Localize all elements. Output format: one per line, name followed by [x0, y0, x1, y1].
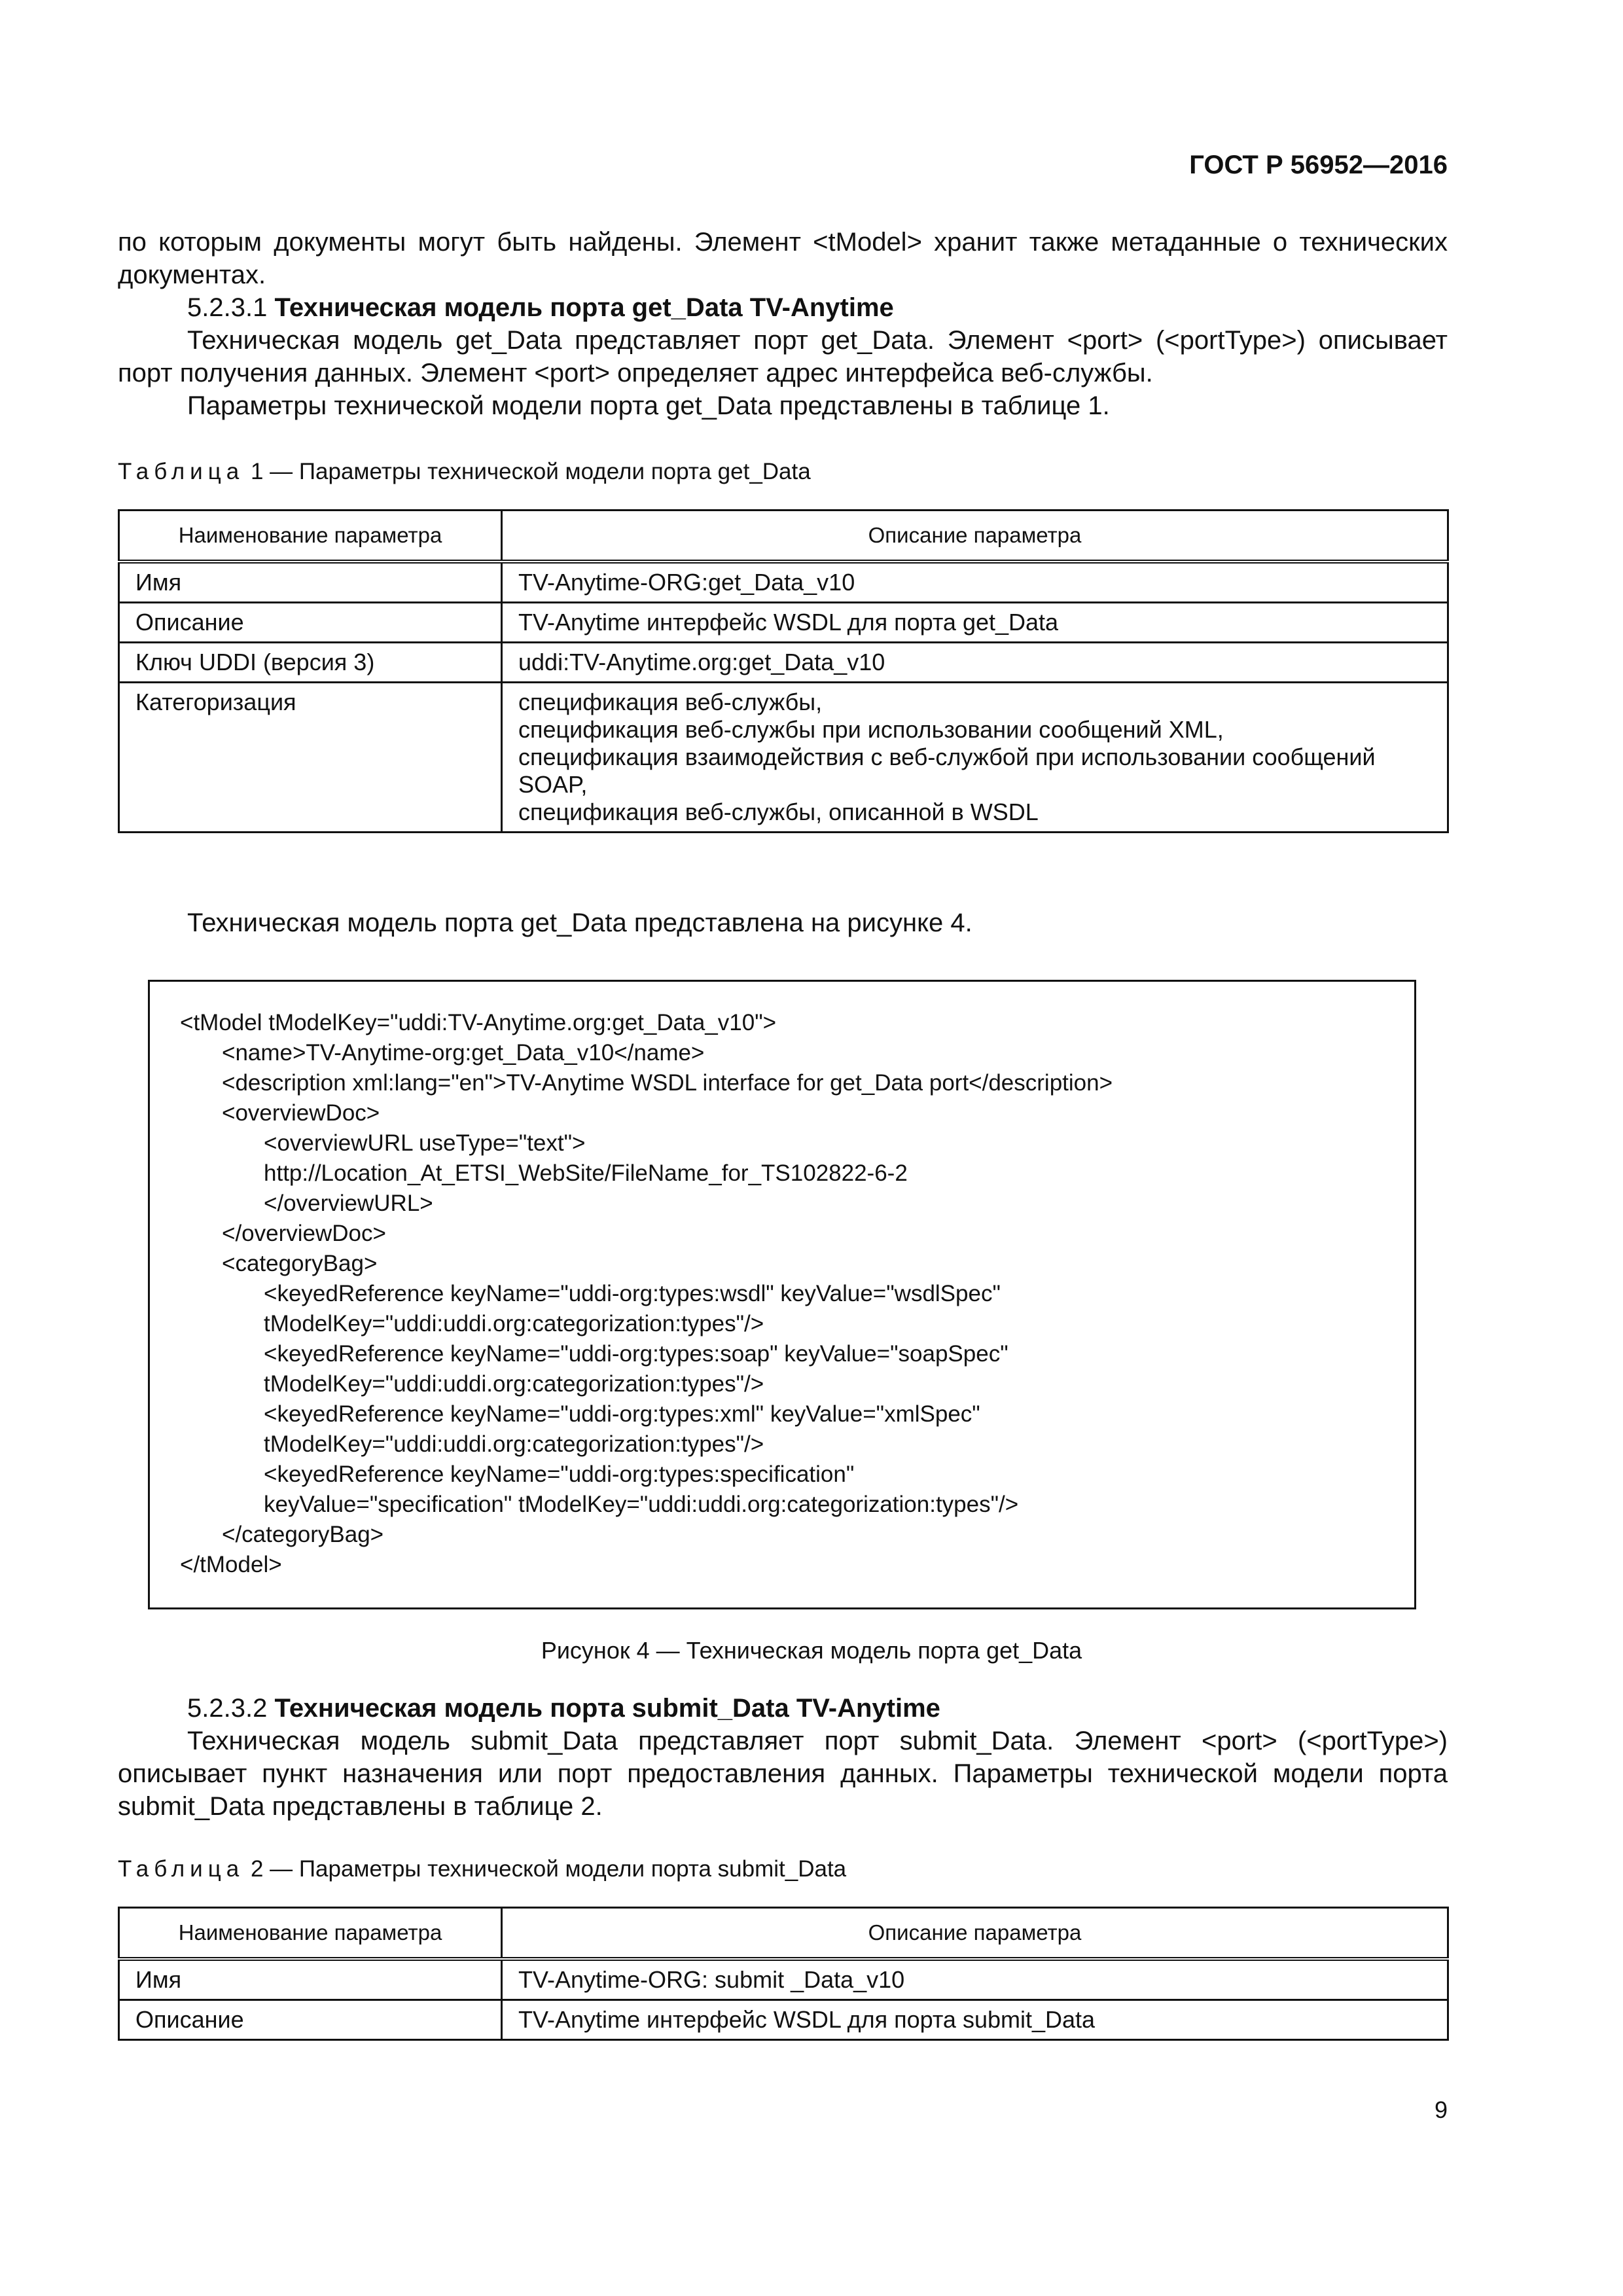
table-cell-line: спецификация взаимодействия с веб-службой при использовании сообщений SOAP,: [518, 744, 1376, 798]
table-2-caption-text: 2 — Параметры технической модели порта submit_Data: [250, 1856, 847, 1882]
code-line: tModelKey="uddi:uddi.org:categorization:types"/>: [264, 1311, 764, 1336]
table-1-header-description: Описание параметра: [502, 511, 1448, 562]
section-1-paragraph-1: Техническая модель get_Data представляет порт get_Data. Элемент <port> (<portType>) описывает порт получения данных. Элемент <port> определяет адрес интерфейса веб-службы.: [118, 326, 1448, 387]
table-1-caption-label: Таблица: [118, 459, 245, 484]
table-row: [119, 1959, 1448, 2000]
table-cell-name: Имя: [119, 562, 502, 603]
table-cell-value: TV-Anytime-ORG:get_Data_v10: [502, 562, 1448, 603]
code-line: http://Location_At_ETSI_WebSite/FileName_for_TS102822-6-2: [264, 1160, 908, 1186]
section-title-2: Техническая модель порта submit_Data TV-Anytime: [274, 1694, 940, 1723]
figure-intro-block: [118, 906, 1448, 939]
table-1: [118, 509, 1449, 833]
table-1-caption-text: 1 — Параметры технической модели порта get_Data: [250, 459, 811, 484]
code-line: <overviewDoc>: [222, 1100, 380, 1126]
section-number-1: 5.2.3.1: [187, 293, 268, 322]
code-line: <keyedReference keyName="uddi-org:types:wsdl" keyValue="wsdlSpec": [264, 1281, 1001, 1306]
code-line: </overviewDoc>: [222, 1221, 386, 1246]
section-number-2: 5.2.3.2: [187, 1694, 268, 1723]
table-cell-name: Ключ UDDI (версия 3): [119, 643, 502, 683]
figure-intro-paragraph: Техническая модель порта get_Data представлена на рисунке 4.: [187, 908, 972, 937]
section-1-paragraph-2: Параметры технической модели порта get_Data представлены в таблице 1.: [187, 391, 1110, 420]
table-2: [118, 1907, 1449, 2041]
text-block-top: [118, 226, 1448, 422]
section-2-paragraph-1: Техническая модель submit_Data представляет порт submit_Data. Элемент <port> (<portType>) описывает пункт назначения или порт предоставления данных. Параметры технической модели порта submit_Data представлены в таблице 2.: [118, 1727, 1448, 1821]
table-row: [119, 683, 1448, 833]
figure-4-caption: Рисунок 4 — Техническая модель порта get_Data: [541, 1637, 1082, 1664]
code-line: </tModel>: [180, 1552, 282, 1577]
table-cell-line: спецификация веб-службы,: [518, 689, 823, 715]
code-line: <keyedReference keyName="uddi-org:types:xml" keyValue="xmlSpec": [264, 1401, 980, 1427]
table-cell-line: спецификация веб-службы при использовании сообщений XML,: [518, 716, 1224, 743]
code-line: <name>TV-Anytime-org:get_Data_v10</name>: [222, 1040, 705, 1066]
table-1-header-name: Наименование параметра: [119, 511, 502, 562]
table-cell-value: [502, 683, 1448, 833]
table-cell-line: спецификация веб-службы, описанной в WSDL: [518, 798, 1039, 825]
table-1-caption: [118, 458, 811, 486]
code-line: <keyedReference keyName="uddi-org:types:specification": [264, 1462, 855, 1487]
table-cell-name: Категоризация: [119, 683, 502, 833]
text-block-section-2: [118, 1692, 1448, 1823]
table-row: [119, 2000, 1448, 2040]
table-cell-name: Описание: [119, 603, 502, 643]
code-line: keyValue="specification" tModelKey="uddi:uddi.org:categorization:types"/>: [264, 1492, 1019, 1517]
table-cell-value: uddi:TV-Anytime.org:get_Data_v10: [502, 643, 1448, 683]
code-line: </categoryBag>: [222, 1522, 384, 1547]
table-2-header-name: Наименование параметра: [119, 1908, 502, 1960]
section-title-1: Техническая модель порта get_Data TV-Anytime: [274, 293, 894, 322]
code-line: <description xml:lang="en">TV-Anytime WSDL interface for get_Data port</description>: [222, 1070, 1113, 1096]
table-2-header-row: [119, 1908, 1448, 1960]
table-cell-value: TV-Anytime интерфейс WSDL для порта get_Data: [502, 603, 1448, 643]
table-1-header-row: [119, 511, 1448, 562]
code-line: tModelKey="uddi:uddi.org:categorization:types"/>: [264, 1371, 764, 1397]
table-2-caption-label: Таблица: [118, 1856, 245, 1882]
table-row: [119, 562, 1448, 603]
section-heading-2: [118, 1692, 1448, 1725]
document-code: ГОСТ Р 56952—2016: [1189, 151, 1448, 179]
table-row: [119, 643, 1448, 683]
section-heading-1: [118, 291, 1448, 324]
code-line: <overviewURL useType="text">: [264, 1130, 586, 1156]
table-row: [119, 603, 1448, 643]
code-line: tModelKey="uddi:uddi.org:categorization:types"/>: [264, 1431, 764, 1457]
intro-paragraph: по которым документы могут быть найдены. Элемент <tModel> хранит также метаданные о технических документах.: [118, 228, 1448, 289]
table-cell-value: TV-Anytime интерфейс WSDL для порта submit_Data: [502, 2000, 1448, 2040]
table-cell-value: TV-Anytime-ORG: submit _Data_v10: [502, 1959, 1448, 2000]
table-2-header-description: Описание параметра: [502, 1908, 1448, 1960]
code-line: <categoryBag>: [222, 1251, 378, 1276]
code-line: <tModel tModelKey="uddi:TV-Anytime.org:get_Data_v10">: [180, 1010, 777, 1035]
page-number: 9: [1434, 2096, 1448, 2123]
table-cell-name: Описание: [119, 2000, 502, 2040]
code-line: <keyedReference keyName="uddi-org:types:soap" keyValue="soapSpec": [264, 1341, 1008, 1367]
table-2-caption: [118, 1856, 846, 1883]
code-line: </overviewURL>: [264, 1191, 433, 1216]
table-cell-name: Имя: [119, 1959, 502, 2000]
figure-4-code-listing: [148, 980, 1416, 1609]
